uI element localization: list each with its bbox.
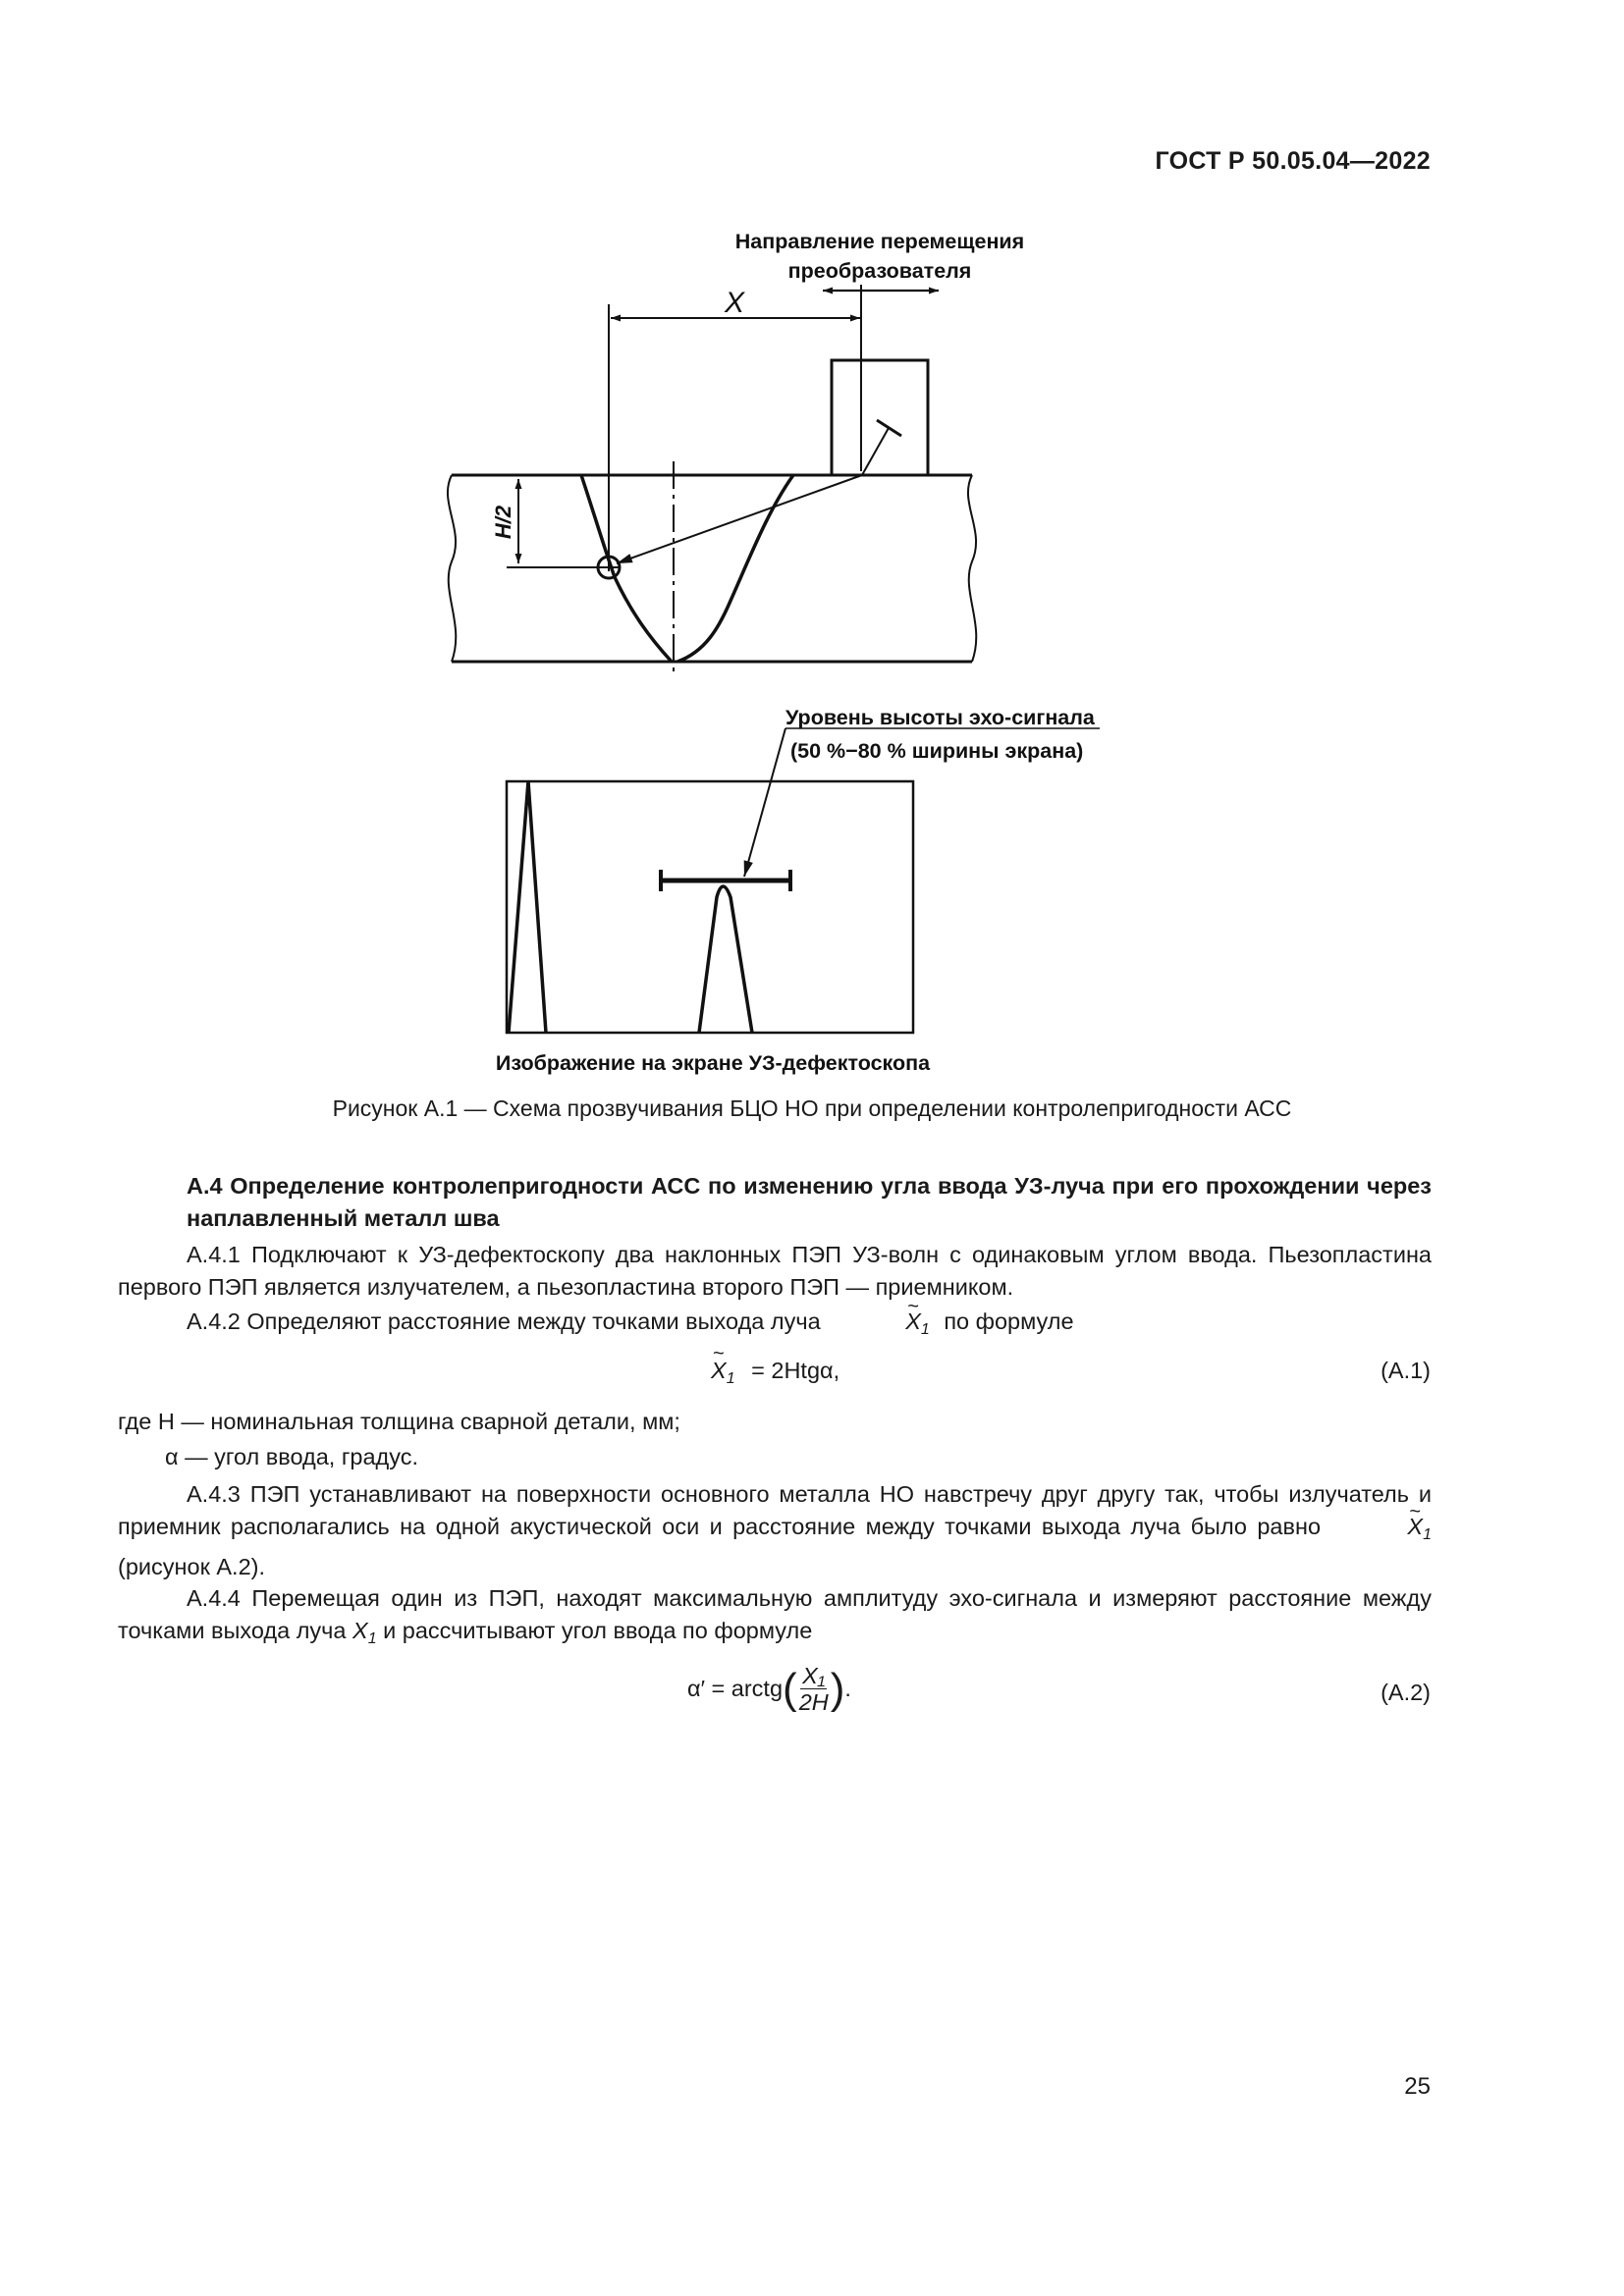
paragraph-a43-text: А.4.3 ПЭП устанавливают на поверхности основного металла НО навстречу друг другу так, чтобы излучатель и приемник располагались на одной акустической оси и расстояние между точками выхода луча было равно bbox=[118, 1481, 1432, 1539]
formula-a2-fraction bbox=[799, 1663, 829, 1715]
formula-a2-lhs: α′ = arctg bbox=[687, 1676, 784, 1701]
page-number: 25 bbox=[1404, 2073, 1431, 2100]
initial-pulse bbox=[509, 781, 546, 1033]
paragraph-a42-text: А.4.2 Определяют расстояние между точками выхода луча bbox=[187, 1308, 821, 1334]
paragraph-a43 bbox=[118, 1478, 1432, 1583]
figure-caption: Рисунок А.1 — Схема прозвучивания БЦО НО при определении контролепригодности АСС bbox=[332, 1095, 1292, 1121]
formula-a2: α′ = arctg ( $\frac{\text{X₁}}{2H}$ ) . bbox=[687, 1663, 851, 1715]
x1-tilde-symbol-2: ~ $X_1$ bbox=[1338, 1511, 1432, 1551]
direction-label-line2: преобразователя bbox=[787, 259, 972, 283]
transducer bbox=[832, 360, 928, 475]
paragraph-a44-tail: и рассчитывают угол ввода по формуле bbox=[383, 1618, 813, 1643]
formula-a2-denominator: 2H bbox=[798, 1689, 829, 1715]
x1-tilde-symbol: ~ $X_1$ bbox=[837, 1306, 930, 1346]
ultrasound-beam bbox=[617, 475, 862, 563]
formula-a1 bbox=[711, 1358, 839, 1388]
flaw-detector-screen bbox=[507, 781, 913, 1033]
where-line-h: где H — номинальная толщина сварной детали, мм; bbox=[118, 1409, 680, 1434]
formula-a1-lhs: ~ $X_1$ bbox=[711, 1358, 735, 1388]
formula-a2-number: (А.2) bbox=[1380, 1680, 1431, 1705]
formula-a1-rhs: = 2Htgα, bbox=[751, 1358, 840, 1383]
x1-symbol: $X_1$ bbox=[352, 1618, 377, 1647]
screen-label: Изображение на экране УЗ-дефектоскопа bbox=[495, 1051, 931, 1075]
figure-a1-diagram bbox=[0, 0, 1624, 1099]
echo-level-label-line2: (50 %−80 % ширины экрана) bbox=[790, 739, 1084, 763]
section-heading: А.4 Определение контролепригодности АСС по изменению угла ввода УЗ-луча при его прохождении через наплавленный металл шва bbox=[187, 1173, 1432, 1231]
echo-level-label-line1: Уровень высоты эхо-сигнала bbox=[785, 706, 1095, 729]
x-dimension-label: X bbox=[724, 287, 745, 319]
direction-label-line1: Направление перемещения bbox=[734, 230, 1025, 253]
paragraph-a41: А.4.1 Подключают к УЗ-дефектоскопу два наклонных ПЭП УЗ-волн с одинаковым углом ввода. Пьезопластина первого ПЭП является излучателем, а пьезопластина второго ПЭП — приемником. bbox=[118, 1242, 1432, 1300]
echo-pulse bbox=[699, 886, 752, 1033]
paragraph-a44-text: А.4.4 Перемещая один из ПЭП, находят максимальную амплитуду эхо-сигнала и измеряют расстояние между точками выхода луча bbox=[118, 1585, 1432, 1643]
document-code: ГОСТ Р 50.05.04—2022 bbox=[1155, 147, 1431, 175]
formula-a1-number: (А.1) bbox=[1380, 1358, 1431, 1383]
paragraph-a42-tail: по формуле bbox=[944, 1308, 1074, 1334]
paragraph-a43-tail: (рисунок А.2). bbox=[118, 1554, 266, 1579]
h2-label: H/2 bbox=[491, 505, 515, 540]
paragraph-a42 bbox=[118, 1306, 1432, 1346]
formula-a2-end: . bbox=[844, 1676, 851, 1701]
paragraph-a44 bbox=[118, 1582, 1432, 1655]
where-line-alpha: α — угол ввода, градус. bbox=[165, 1444, 419, 1469]
formula-a2-numerator: X₁ bbox=[802, 1663, 826, 1688]
